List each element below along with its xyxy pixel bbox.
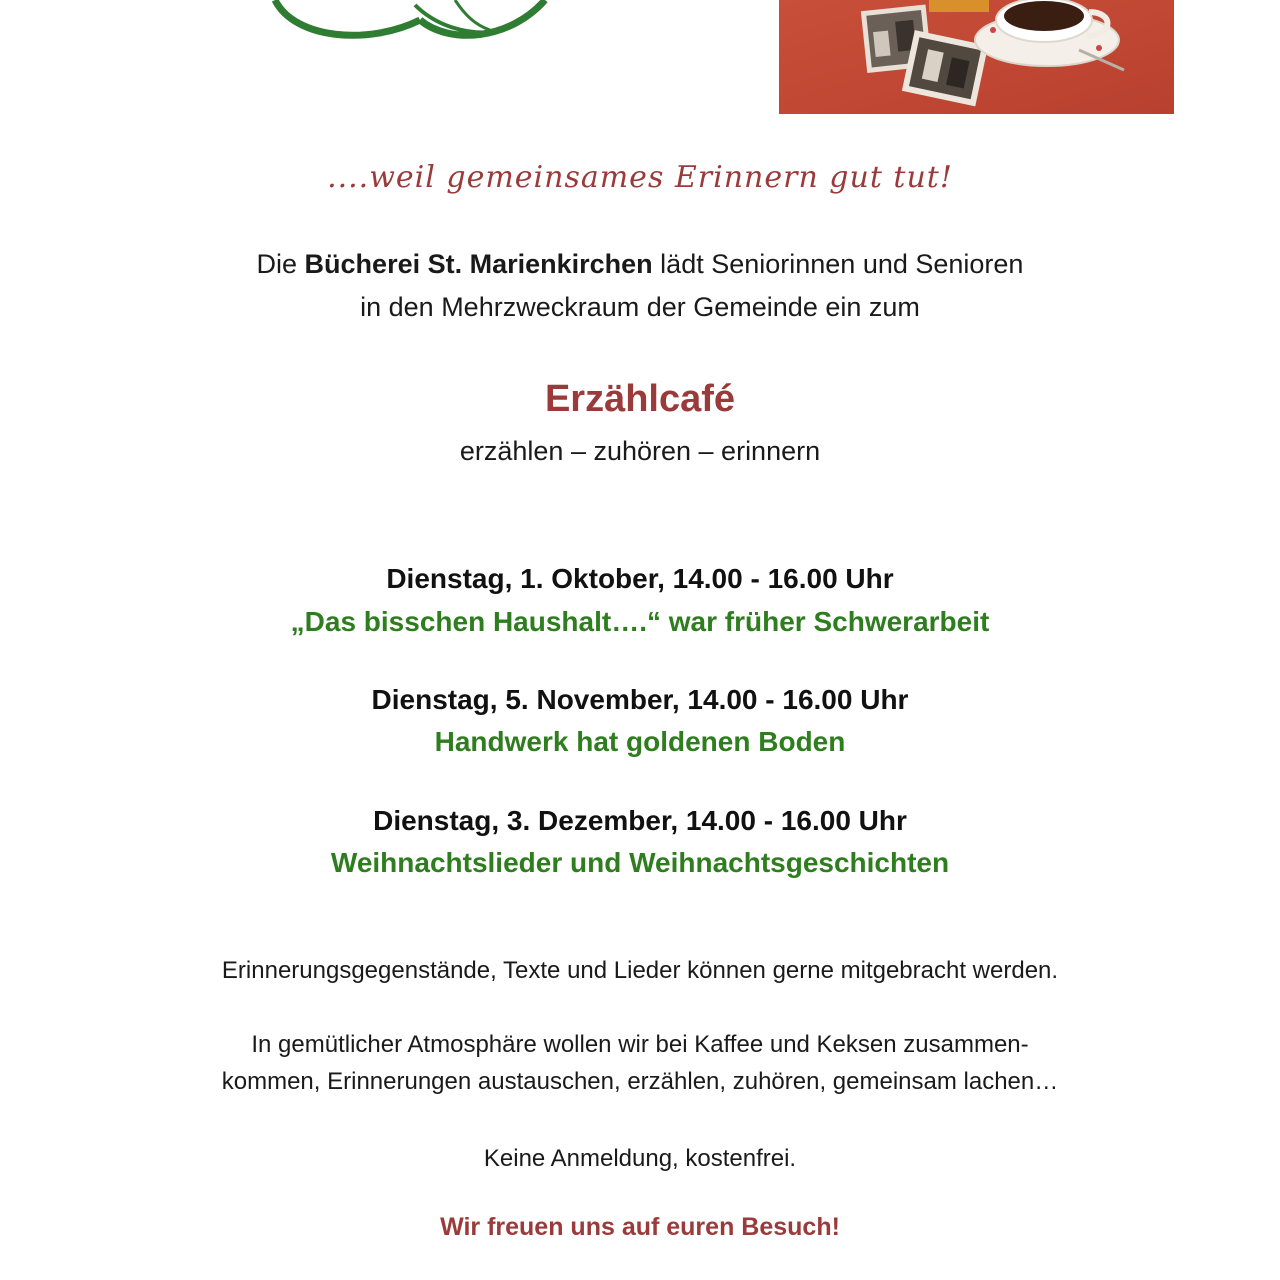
event-topic: Weihnachtslieder und Weihnachtsgeschichten: [330, 847, 950, 878]
green-swirl-logo: [250, 0, 550, 50]
event-date: Dienstag, 3. Dezember, 14.00 - 16.00 Uhr: [373, 805, 907, 836]
event-topic: Handwerk hat goldenen Boden: [434, 726, 846, 757]
library-name: Bücherei St. Marienkirchen: [304, 249, 653, 279]
intro-line-1: [0, 243, 1280, 286]
page-title: Erzählcafé: [544, 378, 736, 420]
intro-suffix: lädt Seniorinnen und Senioren: [652, 249, 1024, 279]
bring-note: Erinnerungsgegenstände, Texte und Lieder können gerne mitgebracht werden.: [221, 957, 1059, 984]
closing-line: Wir freuen uns auf euren Besuch!: [440, 1213, 840, 1241]
event-topic: „Das bisschen Haushalt….“ war früher Schwerarbeit: [290, 606, 990, 637]
event-date: Dienstag, 1. Oktober, 14.00 - 16.00 Uhr: [386, 563, 894, 594]
intro-line-2: in den Mehrzweckraum der Gemeinde ein zum: [360, 292, 920, 322]
atmosphere-line-2: kommen, Erinnerungen austauschen, erzählen, zuhören, gemeinsam lachen…: [221, 1068, 1059, 1095]
event-date: Dienstag, 5. November, 14.00 - 16.00 Uhr: [371, 684, 909, 715]
coffee-photo: [779, 0, 1174, 114]
page-subtitle: erzählen – zuhören – erinnern: [459, 436, 821, 466]
tagline: ....weil gemeinsames Erinnern gut tut!: [327, 160, 953, 195]
free-note: Keine Anmeldung, kostenfrei.: [483, 1145, 797, 1172]
atmosphere-note: [0, 1026, 1280, 1100]
intro-prefix: Die: [256, 249, 305, 279]
atmosphere-line-1: In gemütlicher Atmosphäre wollen wir bei Kaffee und Keksen zusammen-: [251, 1031, 1029, 1058]
intro-text: [0, 243, 1280, 329]
